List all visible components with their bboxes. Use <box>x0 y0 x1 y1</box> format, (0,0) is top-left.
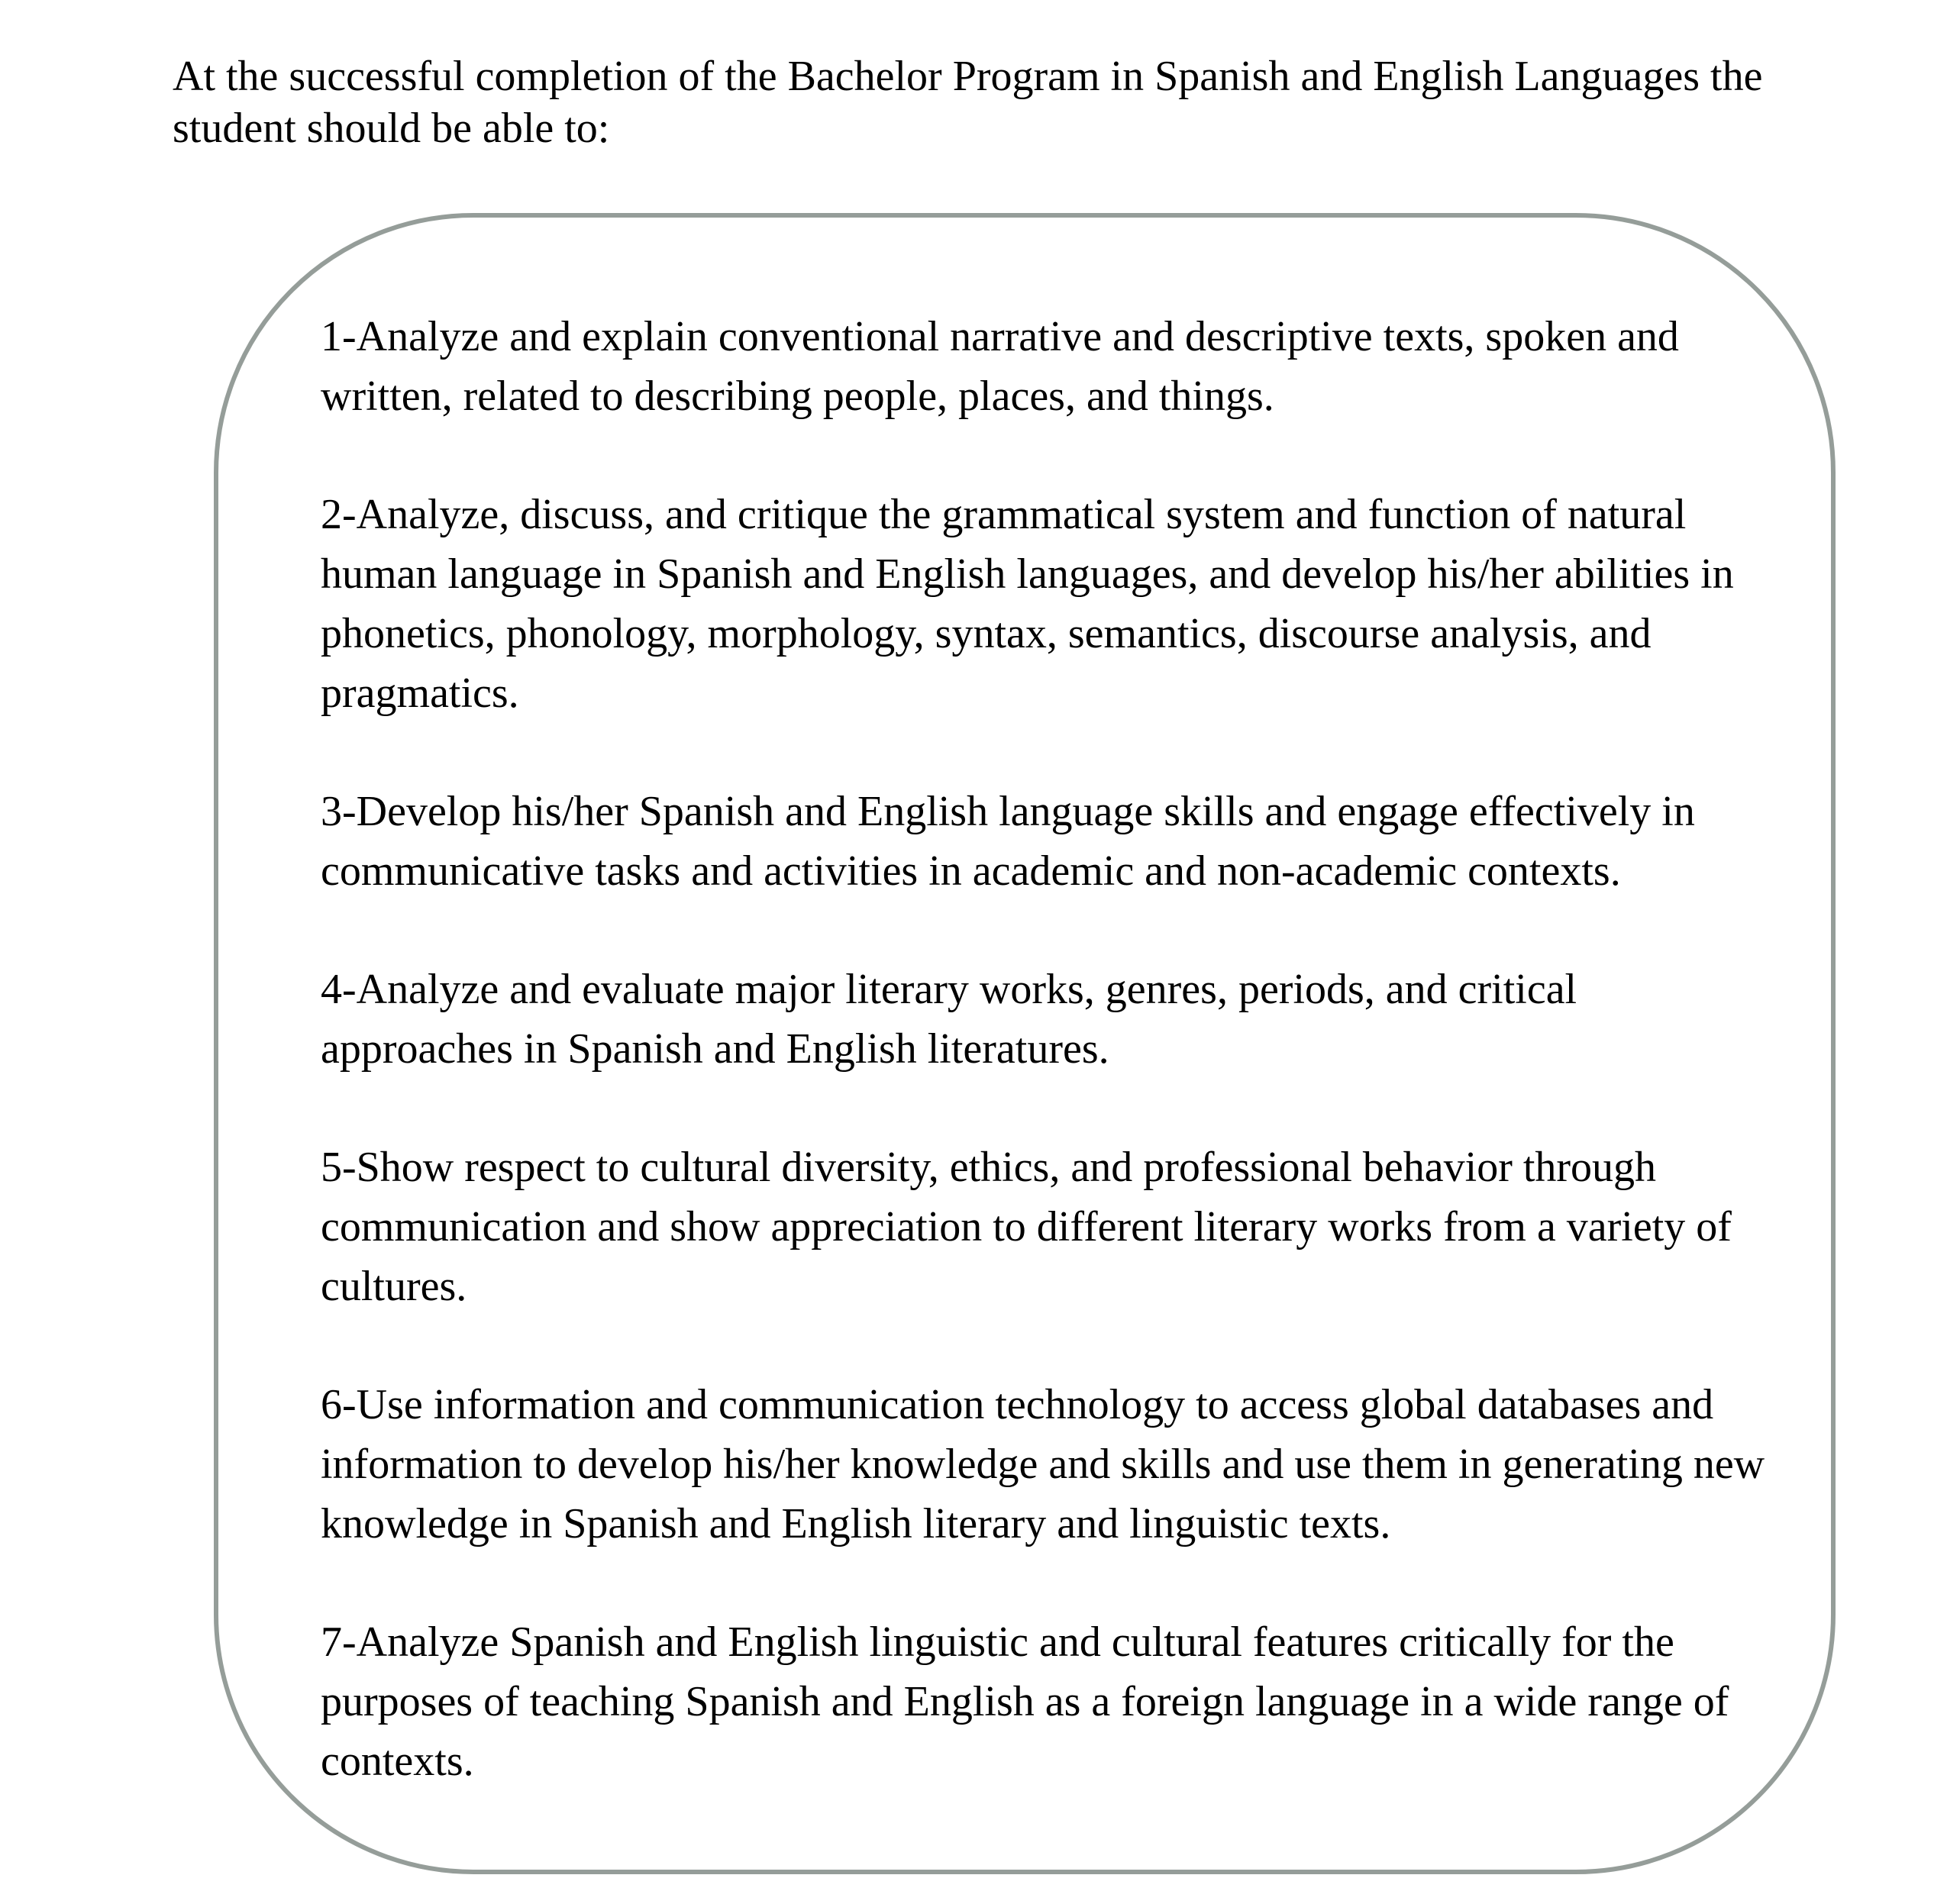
learning-outcome-3: 3-Develop his/her Spanish and English language skills and engage effectively in communicative tasks and activities in academic and non-academic contexts. <box>321 788 1695 895</box>
learning-outcome-4: 4-Analyze and evaluate major literary works, genres, periods, and critical approaches in Spanish and English literatures. <box>321 966 1577 1073</box>
learning-outcome-1: 1-Analyze and explain conventional narrative and descriptive texts, spoken and written, related to describing people, places, and things. <box>321 313 1679 420</box>
cut-off-heading <box>382 0 1573 6</box>
intro-paragraph: At the successful completion of the Bachelor Program in Spanish and English Languages the student should be able to: <box>173 53 1763 152</box>
learning-outcome-7: 7-Analyze Spanish and English linguistic and cultural features critically for the purposes of teaching Spanish and English as a foreign language in a wide range of contexts. <box>321 1618 1729 1785</box>
learning-outcomes-list <box>321 307 1771 1850</box>
learning-outcome-6: 6-Use information and communication technology to access global databases and information to develop his/her knowledge and skills and use them in generating new knowledge in Spanish and English literary and linguistic texts. <box>321 1381 1765 1547</box>
learning-outcome-5: 5-Show respect to cultural diversity, ethics, and professional behavior through communication and show appreciation to different literary works from a variety of cultures. <box>321 1144 1732 1310</box>
learning-outcome-2: 2-Analyze, discuss, and critique the grammatical system and function of natural human language in Spanish and English languages, and develop his/her abilities in phonetics, phonology, morphology, syntax, semantics, discourse analysis, and pragmatics. <box>321 491 1734 717</box>
